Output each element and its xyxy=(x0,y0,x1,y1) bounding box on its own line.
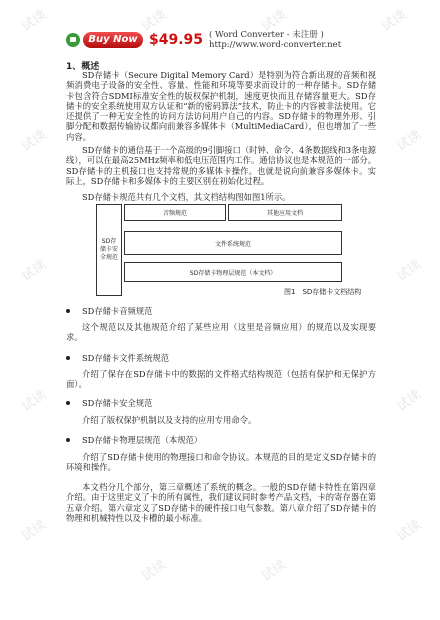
registration-notice[interactable]: ( Word Converter - 未注册 ) http://www.word-converter.net xyxy=(209,30,342,50)
physical-spec-box: SD存储卡物理层规范（本文档） xyxy=(124,262,342,282)
watermark-text: 试读 xyxy=(379,7,410,35)
bullet-filesystem xyxy=(66,352,169,364)
security-spec-box: SD存储卡安全规范 xyxy=(96,204,122,296)
bullet-dot xyxy=(66,309,70,313)
bullet-physical xyxy=(66,434,202,446)
audio-spec-box: 音频规范 xyxy=(124,204,226,221)
filesystem-spec-box: 文件系统规范 xyxy=(124,231,342,255)
watermark-text: 试读 xyxy=(259,557,290,585)
price-label: $49.95 xyxy=(149,32,204,48)
bullet-title: SD存储卡安全规范 xyxy=(82,398,153,408)
watermark-text: 试读 xyxy=(19,7,50,35)
bullet-title: SD存储卡音频规范 xyxy=(82,306,153,316)
purchase-banner xyxy=(66,30,384,50)
bullet-title: SD存储卡文件系统规范 xyxy=(82,353,170,363)
watermark-text: 试读 xyxy=(394,387,425,415)
watermark-text: 试读 xyxy=(394,257,425,285)
watermark-text: 试读 xyxy=(19,257,50,285)
watermark-text: 试读 xyxy=(19,127,50,155)
buy-now-button[interactable]: Buy Now xyxy=(83,32,143,48)
cart-icon[interactable] xyxy=(66,33,80,47)
bullet-dot xyxy=(66,401,70,405)
paragraph-doc-structure: SD存储卡规范共有几个文档，其文档结构图如图1所示。 xyxy=(82,192,291,202)
bullet-security xyxy=(66,397,152,409)
watermark-text: 试读 xyxy=(19,387,50,415)
bullet-body: 介绍了SD存储卡使用的物理接口和命令协议。本规范的目的是定义SD存储卡的环境和操作。 xyxy=(66,452,376,473)
watermark-text: 试读 xyxy=(394,127,425,155)
bullet-dot xyxy=(66,438,70,442)
paragraph-interface: SD存储卡的通信基于一个高级的9引脚接口（时钟、命令、4条数据线和3条电源线），可以在最高25MHz频率和低电压范围内工作。通信协议也是本规范的一部分。SD存储卡的主机接口也支持常规的多媒体卡操作。也就是说向前兼容多媒体卡。实际上，SD存储卡和多媒体卡的主要区别在初始化过程。 xyxy=(66,145,376,186)
section-heading: 1、概述 xyxy=(66,62,100,72)
figure-caption: 图1 SD存储卡文档结构 xyxy=(284,288,362,296)
bullet-audio xyxy=(66,305,152,317)
watermark-text: 试读 xyxy=(259,7,290,35)
watermark-text: 试读 xyxy=(19,517,50,545)
bullet-title: SD存储卡物理层规范（本规范） xyxy=(82,435,203,445)
watermark-text: 试读 xyxy=(139,557,170,585)
other-docs-box: 其他应用文档 xyxy=(228,204,342,221)
doc-structure-diagram xyxy=(96,204,344,296)
paragraph-closing: 本文档分几个部分，第三章概述了系统的概念。一般的SD存储卡特性在第四章介绍。由于这里定义了卡的所有属性，我们建议同时参考产品文档，卡的寄存器在第五章介绍。第六章定义了SD存储卡的硬件接口电气参数。第八章介绍了SD存储卡的物理和机械特性以及卡槽的最小标准。 xyxy=(66,482,376,523)
watermark-text: 试读 xyxy=(139,7,170,35)
bullet-body: 介绍了版权保护机制以及支持的应用专用命令。 xyxy=(82,415,257,425)
paragraph-intro: SD存储卡（Secure Digital Memory Card）是特别为符合新出现的音频和视频消费电子设备的安全性、容量、性能和环境等要求而设计的一种存储卡。SD存储卡包含符合SDMI标准安全性的版权保护机制，速度更快而且存储容量更大。SD存储卡的安全系统使用双方认证和“新的密码算法”技术，防止卡的内容被非法使用。它还提供了一种无安全性的访问方法访问用户自己的内容。SD存储卡的物理外形、引脚分配和数据传输协议都向前兼容多媒体卡（MultiMediaCard），但也增加了一些内容。 xyxy=(66,70,376,142)
watermark-text: 试读 xyxy=(394,517,425,545)
bullet-dot xyxy=(66,356,70,360)
bullet-body: 这个规范以及其他规范介绍了某些应用（这里是音频应用）的规范以及实现要求。 xyxy=(66,322,376,343)
bullet-body: 介绍了保存在SD存储卡中的数据的文件格式结构规范（包括有保护和无保护方面）。 xyxy=(66,369,376,390)
